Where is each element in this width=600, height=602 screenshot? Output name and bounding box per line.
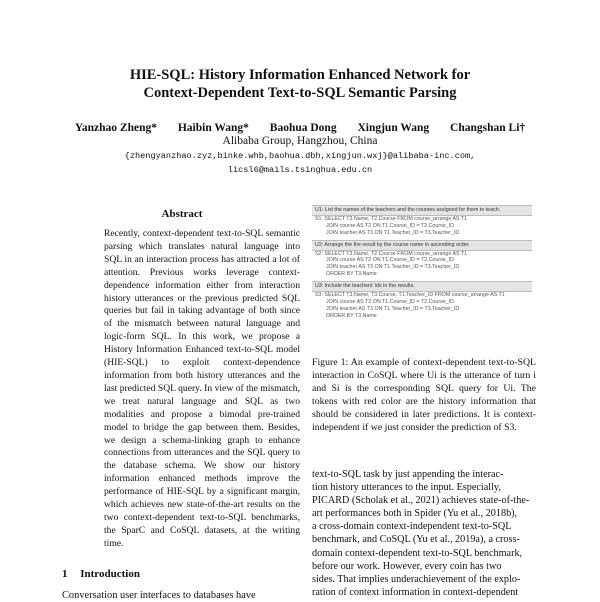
text-line: art performances both in Spider (Yu et al., 2018b), (312, 508, 518, 520)
section-number: 1 (62, 568, 68, 580)
intro-first-line: Conversation user interfaces to databases have (62, 590, 256, 601)
author: Yanzhao Zheng* (74, 122, 157, 134)
title-line-2: Context-Dependent Text-to-SQL Semantic Parsing (143, 85, 457, 101)
sql-2-line: JOIN course AS T2 ON T1.Course_ID = T2.Course_ID (326, 257, 454, 264)
author: Changshan Li† (450, 122, 526, 134)
author: Baohua Dong (269, 122, 337, 134)
text-line: PICARD (Scholak et al., 2021) achieves state-of-the- (312, 495, 530, 507)
utterance-3: U3: Include the teachers' ids in the results. (312, 281, 532, 292)
sql-2-line: S2: SELECT T3.Name, T2.Course FROM course_arrange AS T1 (315, 250, 468, 257)
paper-title (0, 66, 600, 102)
sql-2-line: ORDER BY T3.Name (326, 271, 377, 278)
text-line: before our work. However, every coin has two (312, 560, 502, 572)
turn-2 (312, 240, 532, 279)
text-line: sides. That implies underachievement of the explo- (312, 573, 521, 585)
sql-3-line: JOIN teacher AS T3 ON T1.Teacher_ID = T3.Teacher_ID (326, 305, 460, 312)
text-line: text-to-SQL task by just appending the interac- (312, 469, 504, 480)
text-line: benchmark, and CoSQL (Yu et al., 2019a), a cross- (312, 534, 520, 546)
text-line: domain context-dependent text-to-SQL benchmark, (312, 547, 523, 559)
figure-1-example (312, 205, 532, 345)
sql-3-line: JOIN course AS T2 ON T1.Course_ID = T2.Course_ID (326, 298, 454, 305)
sql-2-line: JOIN teacher AS T3 ON T1.Teacher_ID = T3.Teacher_ID (326, 264, 460, 271)
text-line: a cross-domain context-independent text-to-SQL (312, 521, 512, 533)
turn-1 (312, 205, 532, 237)
right-column-text (312, 468, 538, 599)
figure-caption: Figure 1: An example of context-dependent text-to-SQL interaction in CoSQL where Ui is the utterance of turn i and Si is the corresponding SQL query for Ui. The tokens with red color are the history information that should be considered in later predictions. It is context-independent if we just consider the prediction of S3. (312, 357, 536, 433)
abstract-text: Recently, context-dependent text-to-SQL semantic parsing which translates natural language into SQL in an interaction process has attracted a lot of attention. Previous works leverage context-dependence information either from interaction history utterances or the previous predicted SQL queries but fail in taking advantage of both since of the mismatch between natural language and logic-form SQL. In this work, we propose a History Information Enhanced text-to-SQL model (HIE-SQL) to exploit context-dependence information from both history utterances and the last predicted SQL query. In view of the mismatch, we treat natural language and SQL as two modalities and propose a bimodal pre-trained model to bridge the gap between them. Besides, we design a schema-linking graph to enhance connections from utterances and the SQL query to the database schema. We show our history information enhanced methods improve the performance of HIE-SQL by a significant margin, which achieves new state-of-the-art results on the two context-dependent text-to-SQL benchmarks, the SparC and CoSQL datasets, at the writing time. (104, 228, 300, 549)
abstract-heading: Abstract (161, 208, 203, 220)
email-line-1: {zhengyanzhao.zyz,binke.whb,baohua.dbh,xingjun.wxj}@alibaba-inc.com, (124, 151, 476, 161)
sql-3-line: ORDER BY T3.Name (326, 312, 377, 319)
section-heading (62, 568, 140, 580)
sql-1-line: S1: SELECT T3.Name, T2.Course FROM course_arrange AS T1 (315, 215, 468, 222)
author: Haibin Wang* (177, 122, 249, 134)
title-line-1: HIE-SQL: History Information Enhanced Network for (129, 67, 471, 83)
utterance-1: U1: List the names of the teachers and the courses assigned for them to teach. (312, 205, 532, 216)
text-line: tion history utterances to the input. Especially, (312, 482, 501, 494)
sql-3-line: S3: SELECT T3.Name, T3.Course, T1.Teacher_ID FROM course_arrange AS T1 (315, 292, 505, 299)
email-line-2: licsl6@mails.tsinghua.edu.cn (227, 165, 373, 175)
text-line: ration of context information in context-dependent (312, 586, 519, 598)
sql-1-line: JOIN teacher AS T3 ON T1.Teacher_ID = T3.Teacher_ID (326, 229, 460, 236)
sql-1-line: JOIN course AS T2 ON T1.Course_ID = T2.Course_ID (326, 222, 454, 229)
section-title: Introduction (80, 568, 140, 580)
affiliation: Alibaba Group, Hangzhou, China (222, 135, 378, 147)
author: Xingjun Wang (357, 122, 430, 134)
author-list (0, 121, 600, 135)
turn-3 (312, 281, 532, 320)
utterance-2: U2: Arrange the the result by the course name in ascending order. (312, 240, 532, 251)
